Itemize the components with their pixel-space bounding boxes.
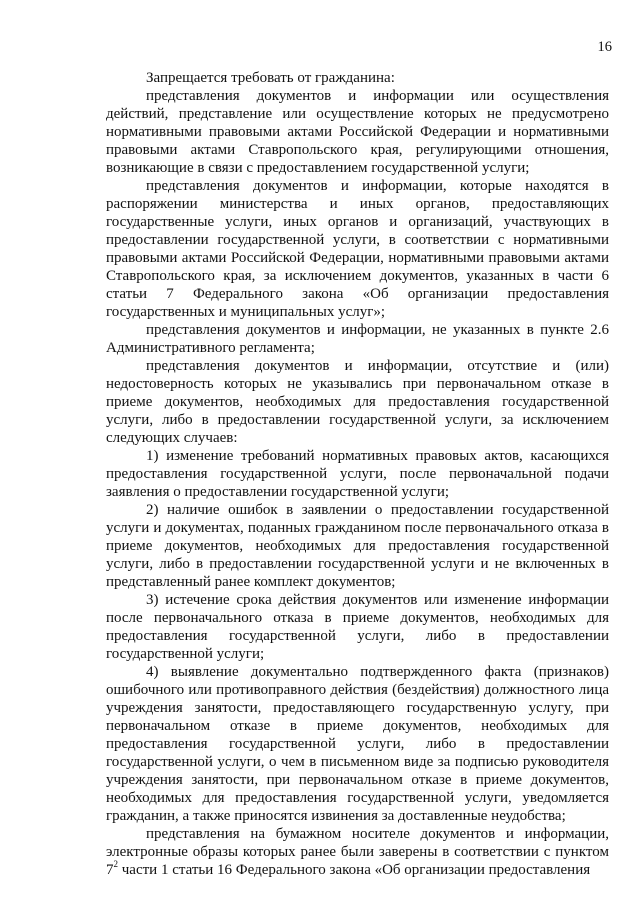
paragraph-case-2: 2) наличие ошибок в заявлении о предоставлении государственной услуги и документах, поданных гражданином после первоначального отказа в приеме документов, необходимых для предоставления государственной услуги, либо в предоставлении государственной услуги и не включенных в представленный ранее комплект документов;	[106, 502, 609, 590]
paragraph-requirement-3: представления документов и информации, не указанных в пункте 2.6 Административного регламента;	[106, 322, 609, 356]
superscript-mark: 2	[113, 859, 118, 869]
paragraph-case-3: 3) истечение срока действия документов или изменение информации после первоначального отказа в приеме документов, необходимых для предоставления государственной услуги, либо в предоставлении государственной услуги;	[106, 592, 609, 662]
paragraph-text-before-superscript: представления на бумажном носителе документов и информации, электронные образы которых ранее были заверены в соответствии с пунктом 7	[106, 826, 609, 878]
document-body	[106, 69, 609, 879]
paragraph-requirement-4: представления документов и информации, отсутствие и (или) недостоверность которых не указывались при первоначальном отказе в приеме документов, необходимых для предоставления государственной услуги, либо в предоставлении государственной услуги, за исключением следующих случаев:	[106, 358, 609, 446]
paragraph-text-after-superscript: части 1 статьи 16 Федерального закона «Об организации предоставления	[118, 862, 591, 878]
paragraph-requirement-2: представления документов и информации, которые находятся в распоряжении министерства и иных органов, предоставляющих государственные услуги, иных органов и организаций, участвующих в предоставлении государственной услуги, в соответствии с нормативными правовыми актами Российской Федерации, нормативными правовыми актами Ставропольского края, за исключением документов, указанных в части 6 статьи 7 Федерального закона «Об организации предоставления государственных и муниципальных услуг»;	[106, 178, 609, 320]
page-number: 16	[597, 39, 612, 55]
paragraph-case-1: 1) изменение требований нормативных правовых актов, касающихся предоставления государственной услуги, после первоначальной подачи заявления о предоставлении государственной услуги;	[106, 448, 609, 500]
paragraph-requirement-1: представления документов и информации или осуществления действий, представление или осуществление которых не предусмотрено нормативными правовыми актами Российской Федерации и нормативными правовыми актами Ставропольского края, регулирующими отношения, возникающие в связи с предоставлением государственной услуги;	[106, 88, 609, 176]
paragraph-intro: Запрещается требовать от гражданина:	[146, 70, 395, 86]
paragraph-case-4: 4) выявление документально подтвержденного факта (признаков) ошибочного или противоправного действия (бездействия) должностного лица учреждения занятости, предоставляющего государственную услугу, при первоначальном отказе в приеме документов, необходимых для предоставления государственной услуги, либо в предоставлении государственной услуги, о чем в письменном виде за подписью руководителя учреждения занятости, при первоначальном отказе в приеме документов, необходимых для предоставления государственной услуги, уведомляется гражданин, а также приносятся извинения за доставленные неудобства;	[106, 664, 609, 824]
paragraph-requirement-5	[106, 825, 609, 879]
